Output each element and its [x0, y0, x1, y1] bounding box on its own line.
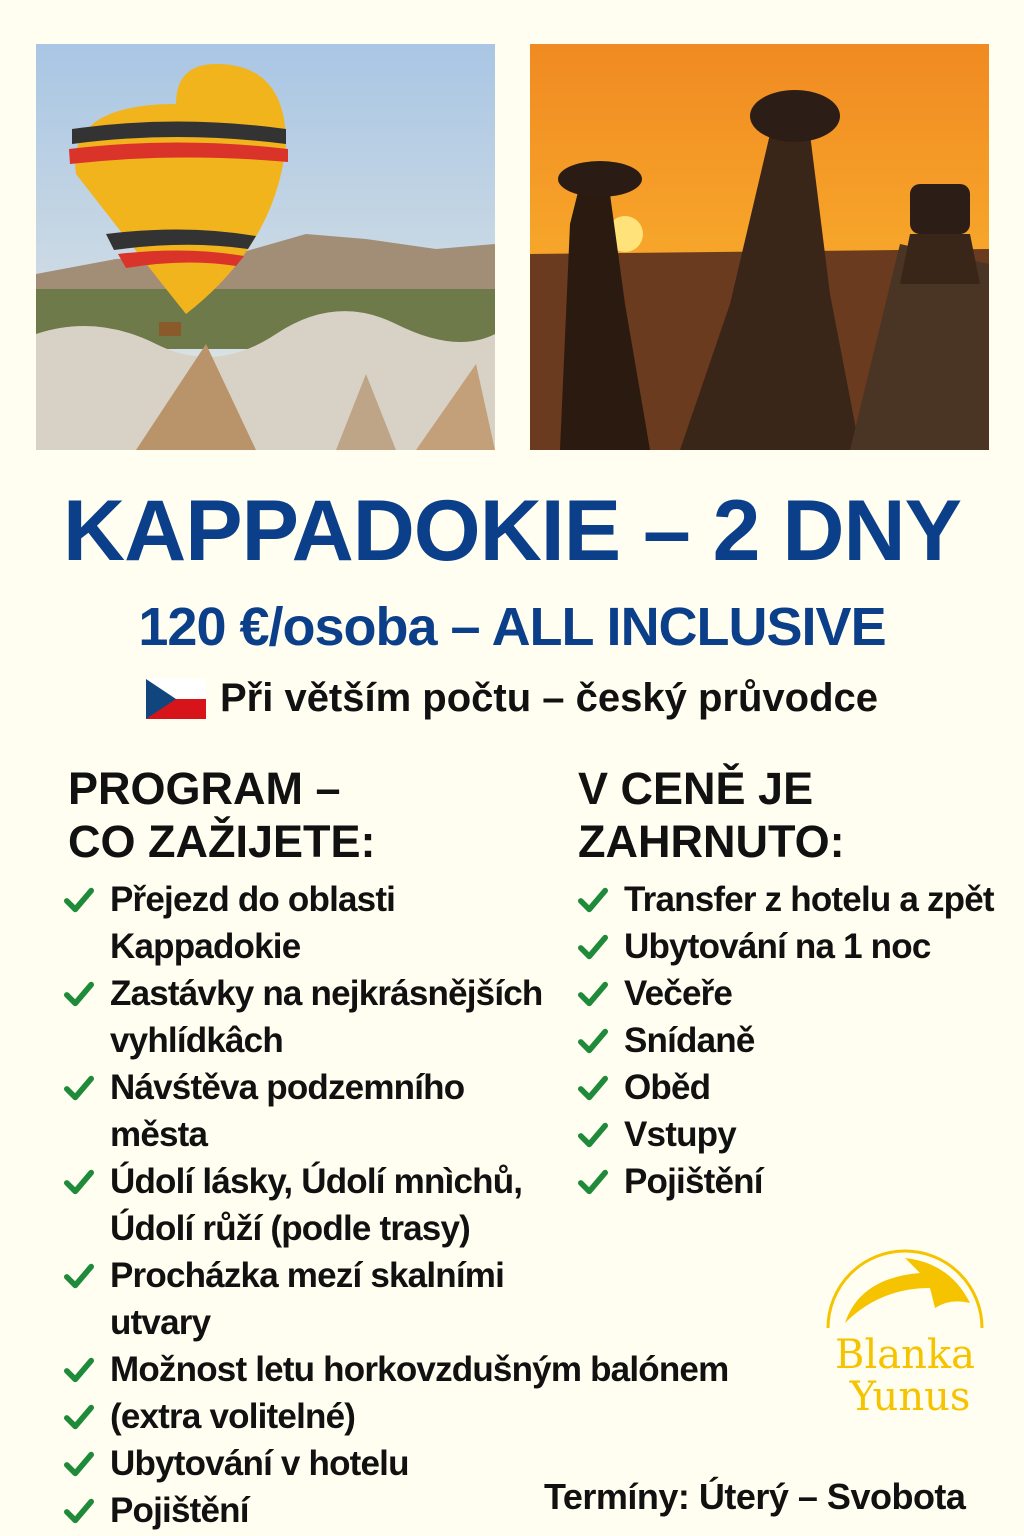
checkmark-icon	[578, 923, 610, 970]
program-heading: PROGRAM – CO ZAŽIJETE:	[68, 763, 376, 867]
czech-flag-icon	[146, 679, 206, 719]
program-item	[64, 1393, 728, 1440]
svg-text:Blanka: Blanka	[835, 1332, 975, 1378]
checkmark-icon	[578, 1017, 610, 1064]
included-item	[578, 970, 994, 1017]
included-item	[578, 1111, 994, 1158]
checkmark-icon	[578, 876, 610, 923]
checkmark-icon	[64, 1252, 96, 1299]
checkmark-icon	[64, 1346, 96, 1393]
dates-terms: Termíny: Úterý – Svobota	[544, 1476, 966, 1517]
included-item-text: Vstupy	[624, 1115, 736, 1154]
guide-note	[0, 676, 1024, 721]
svg-text:Yunus: Yunus	[849, 1374, 971, 1420]
included-item	[578, 923, 994, 970]
checkmark-icon	[578, 1064, 610, 1111]
program-item-text: Údolí lásky, Údolí mnìchů, Údolí růží (podle trasy)	[110, 1162, 523, 1248]
included-item-text: Transfer z hotelu a zpět	[624, 880, 994, 919]
checkmark-icon	[64, 1393, 96, 1440]
included-heading: V CENĚ JE ZAHRNUTO:	[578, 763, 845, 867]
program-item-text: Procházka mezí skalními utvary	[110, 1256, 505, 1342]
checkmark-icon	[578, 970, 610, 1017]
included-item-text: Večeře	[624, 974, 733, 1013]
program-item-text: Ubytování v hotelu	[110, 1444, 409, 1483]
checkmark-icon	[64, 1064, 96, 1111]
checkmark-icon	[64, 970, 96, 1017]
checkmark-icon	[578, 1111, 610, 1158]
program-item	[64, 1346, 728, 1393]
checkmark-icon	[64, 876, 96, 923]
included-item-text: Ubytování na 1 noc	[624, 927, 931, 966]
checkmark-icon	[578, 1158, 610, 1205]
program-item-text: Návśtěva podzemního města	[110, 1068, 465, 1154]
checkmark-icon	[64, 1487, 96, 1534]
included-item-text: Snídaně	[624, 1021, 755, 1060]
included-item-text: Pojištění	[624, 1162, 763, 1201]
checkmark-icon	[64, 1158, 96, 1205]
included-item	[578, 1017, 994, 1064]
program-item-text: (extra volitelné)	[110, 1397, 356, 1436]
included-item	[578, 1064, 994, 1111]
program-item-text: Přejezd do oblasti Kappadokie	[110, 880, 396, 966]
balloon-photo	[36, 44, 495, 450]
fairy-chimneys-sunset-photo	[530, 44, 989, 450]
page-title: KAPPADOKIE – 2 DNY	[63, 483, 961, 579]
included-item	[578, 876, 994, 923]
program-item-text: Zastávky na nejkrásnějších vyhlídkâch	[110, 974, 543, 1060]
included-list	[578, 876, 994, 1205]
blanka-yunus-logo	[820, 1228, 990, 1428]
checkmark-icon	[64, 1440, 96, 1487]
price-subtitle: 120 €/osoba – ALL INCLUSIVE	[138, 597, 886, 657]
program-item-text: Možnost letu horkovzdušným balónem	[110, 1350, 729, 1389]
program-item-text: Pojištění	[110, 1491, 249, 1530]
included-item-text: Oběd	[624, 1068, 711, 1107]
guide-note-text: Při větším počtu – český průvodce	[219, 676, 879, 720]
program-item	[64, 1252, 728, 1346]
included-item	[578, 1158, 994, 1205]
